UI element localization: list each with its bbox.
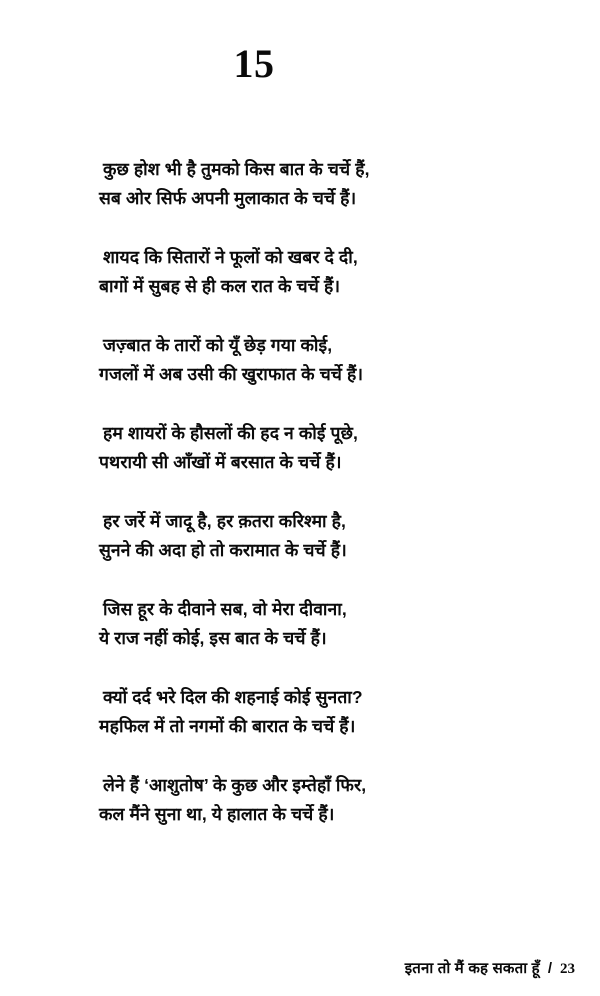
verse-line: शायद कि सितारों ने फूलों को खबर दे दी, [103, 247, 358, 267]
verse-line: जज़्बात के तारों को यूँ छेड़ गया कोई, [103, 335, 333, 355]
verse-line: कल मैंने सुना था, ये हालात के चर्चे हैं। [99, 804, 335, 824]
stanza [99, 419, 543, 477]
verse-line: महफिल में तो नगमों की बारात के चर्चे हैं। [99, 716, 356, 736]
stanza [99, 331, 543, 389]
poem-body [99, 155, 543, 829]
stanza [99, 595, 543, 653]
verse-line: हम शायरों के हौसलों की हद न कोई पूछे, [103, 423, 358, 443]
verse-line: सुनने की अदा हो तो करामात के चर्चे हैं। [99, 540, 347, 560]
verse-line: हर जर्रे में जादू है, हर क़तरा करिश्मा है, [103, 511, 346, 531]
footer-book-title: इतना तो मैं कह सकता हूँ [404, 960, 540, 977]
verse-line: लेने हैं ‘आशुतोष’ के कुछ और इम्तेहाँ फिर, [103, 775, 367, 795]
verse-line: ये राज नहीं कोई, इस बात के चर्चे हैं। [99, 628, 327, 648]
stanza [99, 243, 543, 301]
page-footer [405, 958, 575, 978]
verse-line: गजलों में अब उसी की खुराफात के चर्चे हैं। [99, 364, 364, 384]
verse-line: क्यों दर्द भरे दिल की शहनाई कोई सुनता? [103, 687, 363, 707]
verse-line: कुछ होश भी है तुमको किस बात के चर्चे हैं, [103, 159, 370, 179]
verse-line: पथरायी सी आँखों में बरसात के चर्चे हैं। [99, 452, 342, 472]
poem-number-heading: 15 [233, 41, 275, 86]
verse-line: सब ओर सिर्फ अपनी मुलाकात के चर्चे हैं। [99, 188, 357, 208]
stanza [99, 155, 543, 213]
verse-line: जिस हूर के दीवाने सब, वो मेरा दीवाना, [103, 599, 347, 619]
footer-separator: / [547, 960, 552, 977]
stanza [99, 771, 543, 829]
stanza [99, 507, 543, 565]
footer-page-number: 23 [560, 961, 575, 977]
stanza [99, 683, 543, 741]
verse-line: बागों में सुबह से ही कल रात के चर्चे हैं। [99, 276, 341, 296]
